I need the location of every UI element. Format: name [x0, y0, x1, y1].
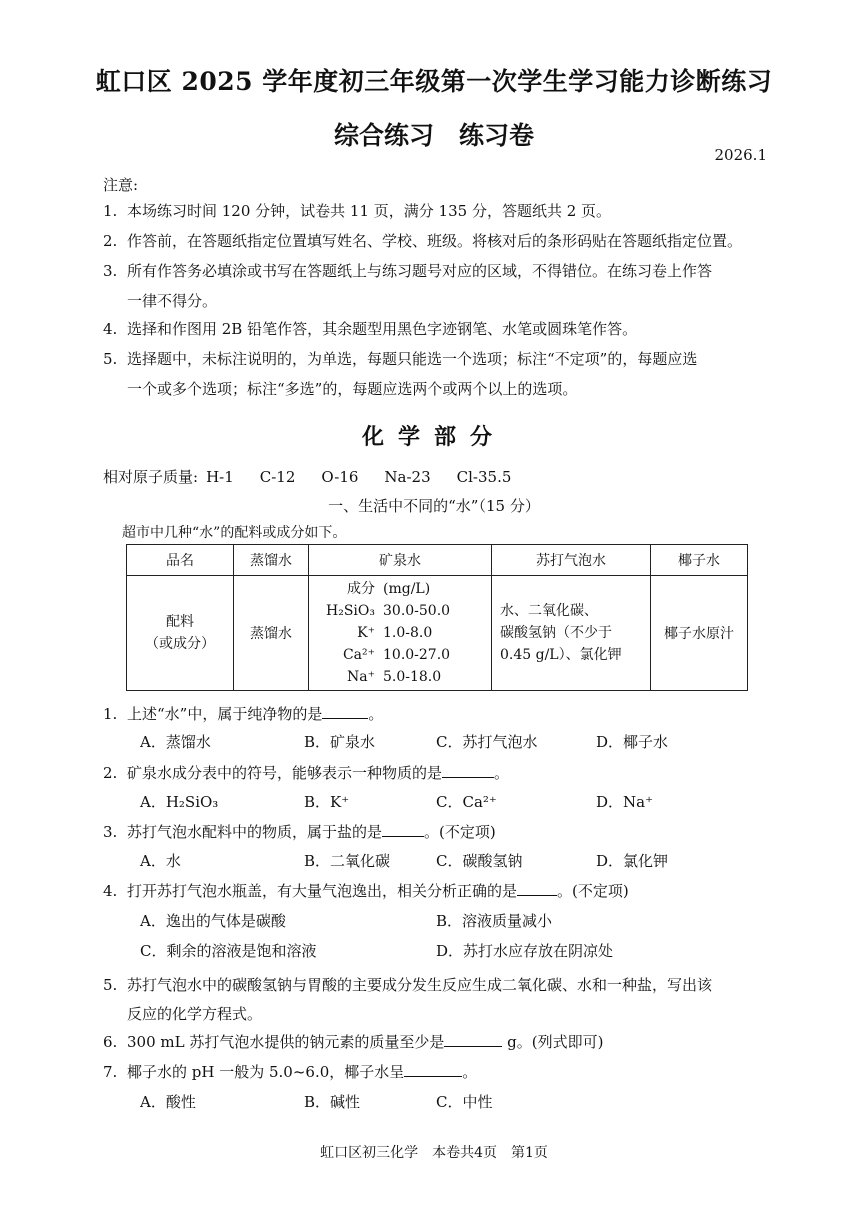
option-d[interactable]: D．氯化钾: [596, 852, 669, 870]
header-cell: 椰子水: [651, 545, 748, 576]
question-2: [103, 762, 773, 783]
question-text-end: 。: [494, 764, 510, 782]
answer-blank[interactable]: [382, 822, 424, 837]
atomic-cl: Cl-35.5: [456, 468, 512, 486]
atomic-na: Na-23: [384, 468, 431, 486]
answer-blank[interactable]: [444, 1032, 502, 1047]
notice-text: 本场练习时间 120 分钟，试卷共 11 页，满分 135 分，答题纸共 2 页。: [127, 202, 612, 220]
header-cell: 苏打气泡水: [492, 545, 651, 576]
mineral-row: [313, 622, 487, 644]
mineral-cell: [309, 576, 492, 691]
soda-line: 0.45 g/L）、氯化钾: [500, 647, 622, 663]
notice-num: 5.: [103, 350, 118, 368]
notice-num: 2.: [103, 232, 118, 250]
mineral-k: Na⁺: [347, 669, 375, 685]
mineral-row: [313, 600, 487, 622]
answer-blank[interactable]: [404, 1062, 462, 1077]
exam-title: 虹口区 2025 学年度初三年级第一次学生学习能力诊断练习: [95, 67, 773, 96]
question-text-end: 。(不定项): [424, 823, 496, 841]
notice-item-1: [103, 196, 773, 226]
soda-cell: [492, 576, 651, 691]
notice-num: 4.: [103, 320, 118, 338]
page-footer: 虹口区初三化学 本卷共4页 第1页: [320, 1145, 548, 1161]
notice-item-5: [103, 344, 773, 404]
notice-label: 注意:: [103, 176, 139, 194]
question-num: 3.: [103, 823, 118, 841]
mineral-k: K⁺: [357, 625, 375, 641]
question-text-end: 。(不定项): [557, 882, 629, 900]
notice-text-cont: 一个或多个选项；标注“多选”的，每题应选两个或两个以上的选项。: [127, 380, 578, 398]
answer-blank[interactable]: [322, 704, 368, 719]
option-c[interactable]: C．剩余的溶液是饱和溶液: [140, 942, 317, 960]
mineral-k: Ca²⁺: [342, 647, 375, 663]
option-c[interactable]: C．中性: [436, 1093, 493, 1111]
question-num: 7.: [103, 1063, 118, 1081]
part-heading: 一、生活中不同的“水”（15 分）: [328, 497, 540, 515]
mineral-head-k: 成分: [347, 581, 375, 597]
question-7: [103, 1061, 773, 1082]
question-text: 打开苏打气泡水瓶盖，有大量气泡逸出，相关分析正确的是: [127, 882, 518, 900]
section-title: 化学部分: [361, 424, 506, 450]
atomic-o: O-16: [321, 468, 359, 486]
atomic-h: H-1: [206, 468, 234, 486]
question-text: 苏打气泡水中的碳酸氢钠与胃酸的主要成分发生反应生成二氧化碳、水和一种盐，写出该: [127, 976, 713, 994]
question-text: 苏打气泡水配料中的物质，属于盐的是: [127, 823, 383, 841]
question-text: 上述“水”中，属于纯净物的是: [127, 705, 323, 723]
exam-subtitle: 综合练习 练习卷: [333, 121, 534, 150]
option-d[interactable]: D．Na⁺: [596, 793, 654, 811]
notice-text: 作答前，在答题纸指定位置填写姓名、学校、班级。将核对后的条形码贴在答题纸指定位置。: [127, 232, 743, 250]
option-c[interactable]: C．Ca²⁺: [436, 793, 497, 811]
distilled-cell: 蒸馏水: [234, 576, 309, 691]
option-d[interactable]: D．椰子水: [596, 733, 669, 751]
question-1: [103, 703, 773, 724]
notice-item-3: [103, 256, 773, 316]
option-a[interactable]: A．蒸馏水: [140, 733, 211, 751]
row-label-sub: （或成分）: [145, 636, 215, 652]
table-row: [127, 576, 748, 691]
question-num: 1.: [103, 705, 118, 723]
option-b[interactable]: B．矿泉水: [304, 733, 376, 751]
header-cell: 品名: [127, 545, 234, 576]
question-3: [103, 821, 773, 842]
mineral-v: 10.0-27.0: [383, 647, 451, 663]
option-b[interactable]: B．二氧化碳: [304, 852, 391, 870]
question-text-cont: 反应的化学方程式。: [127, 1005, 263, 1023]
atomic-label: 相对原子质量:: [103, 468, 199, 486]
mineral-row: [313, 644, 487, 666]
coconut-cell: 椰子水原汁: [651, 576, 748, 691]
table-header-row: [127, 545, 748, 576]
notice-text: 所有作答务必填涂或书写在答题纸上与练习题号对应的区域，不得错位。在练习卷上作答: [127, 262, 713, 280]
answer-blank[interactable]: [517, 881, 557, 896]
notice-item-2: [103, 226, 773, 256]
mineral-v: 1.0-8.0: [383, 625, 433, 641]
option-b[interactable]: B．溶液质量减小: [436, 912, 553, 930]
composition-table: [126, 544, 748, 691]
option-b[interactable]: B．K⁺: [304, 793, 350, 811]
option-a[interactable]: A．逸出的气体是碳酸: [140, 912, 286, 930]
mineral-k: H₂SiO₃: [326, 603, 375, 619]
row-label: 配料: [166, 614, 194, 630]
question-num: 6.: [103, 1033, 118, 1051]
option-d[interactable]: D．苏打水应存放在阴凉处: [436, 942, 614, 960]
mineral-head-v: (mg/L): [383, 581, 431, 597]
question-text: 椰子水的 pH 一般为 5.0~6.0，椰子水呈: [127, 1063, 405, 1081]
row-label-cell: [127, 576, 234, 691]
question-num: 5.: [103, 976, 118, 994]
notice-text: 选择题中，未标注说明的，为单选，每题只能选一个选项；标注“不定项”的，每题应选: [127, 350, 698, 368]
table-intro: 超市中几种“水”的配料或成分如下。: [122, 525, 347, 541]
atomic-c: C-12: [259, 468, 296, 486]
soda-line: 水、二氧化碳、: [500, 603, 598, 619]
question-4: [103, 880, 773, 901]
question-num: 2.: [103, 764, 118, 782]
mineral-head-row: [313, 578, 487, 600]
answer-blank[interactable]: [442, 763, 494, 778]
mineral-v: 5.0-18.0: [383, 669, 442, 685]
option-a[interactable]: A．酸性: [140, 1093, 196, 1111]
question-text-end: g。(列式即可): [502, 1033, 604, 1051]
notice-num: 1.: [103, 202, 118, 220]
question-text: 矿泉水成分表中的符号，能够表示一种物质的是: [127, 764, 443, 782]
question-text: 300 mL 苏打气泡水提供的钠元素的质量至少是: [127, 1033, 445, 1051]
header-cell: 蒸馏水: [234, 545, 309, 576]
mineral-v: 30.0-50.0: [383, 603, 451, 619]
question-text-end: 。: [462, 1063, 478, 1081]
option-a[interactable]: A．水: [140, 852, 181, 870]
question-num: 4.: [103, 882, 118, 900]
notice-text: 选择和作图用 2B 铅笔作答，其余题型用黑色字迹钢笔、水笔或圆珠笔作答。: [127, 320, 638, 338]
header-cell: 矿泉水: [309, 545, 492, 576]
option-b[interactable]: B．碱性: [304, 1093, 361, 1111]
mineral-row: [313, 666, 487, 688]
notice-text-cont: 一律不得分。: [127, 292, 218, 310]
notice-item-4: [103, 314, 773, 344]
option-c[interactable]: C．碳酸氢钠: [436, 852, 523, 870]
question-5: [103, 971, 773, 1029]
question-6: [103, 1031, 773, 1052]
atomic-mass-line: [103, 466, 537, 487]
exam-date: 2026.1: [714, 146, 767, 164]
soda-line: 碳酸氢钠（不少于: [500, 625, 612, 641]
option-a[interactable]: A．H₂SiO₃: [140, 793, 219, 811]
question-text-end: 。: [368, 705, 384, 723]
notice-num: 3.: [103, 262, 118, 280]
option-c[interactable]: C．苏打气泡水: [436, 733, 538, 751]
